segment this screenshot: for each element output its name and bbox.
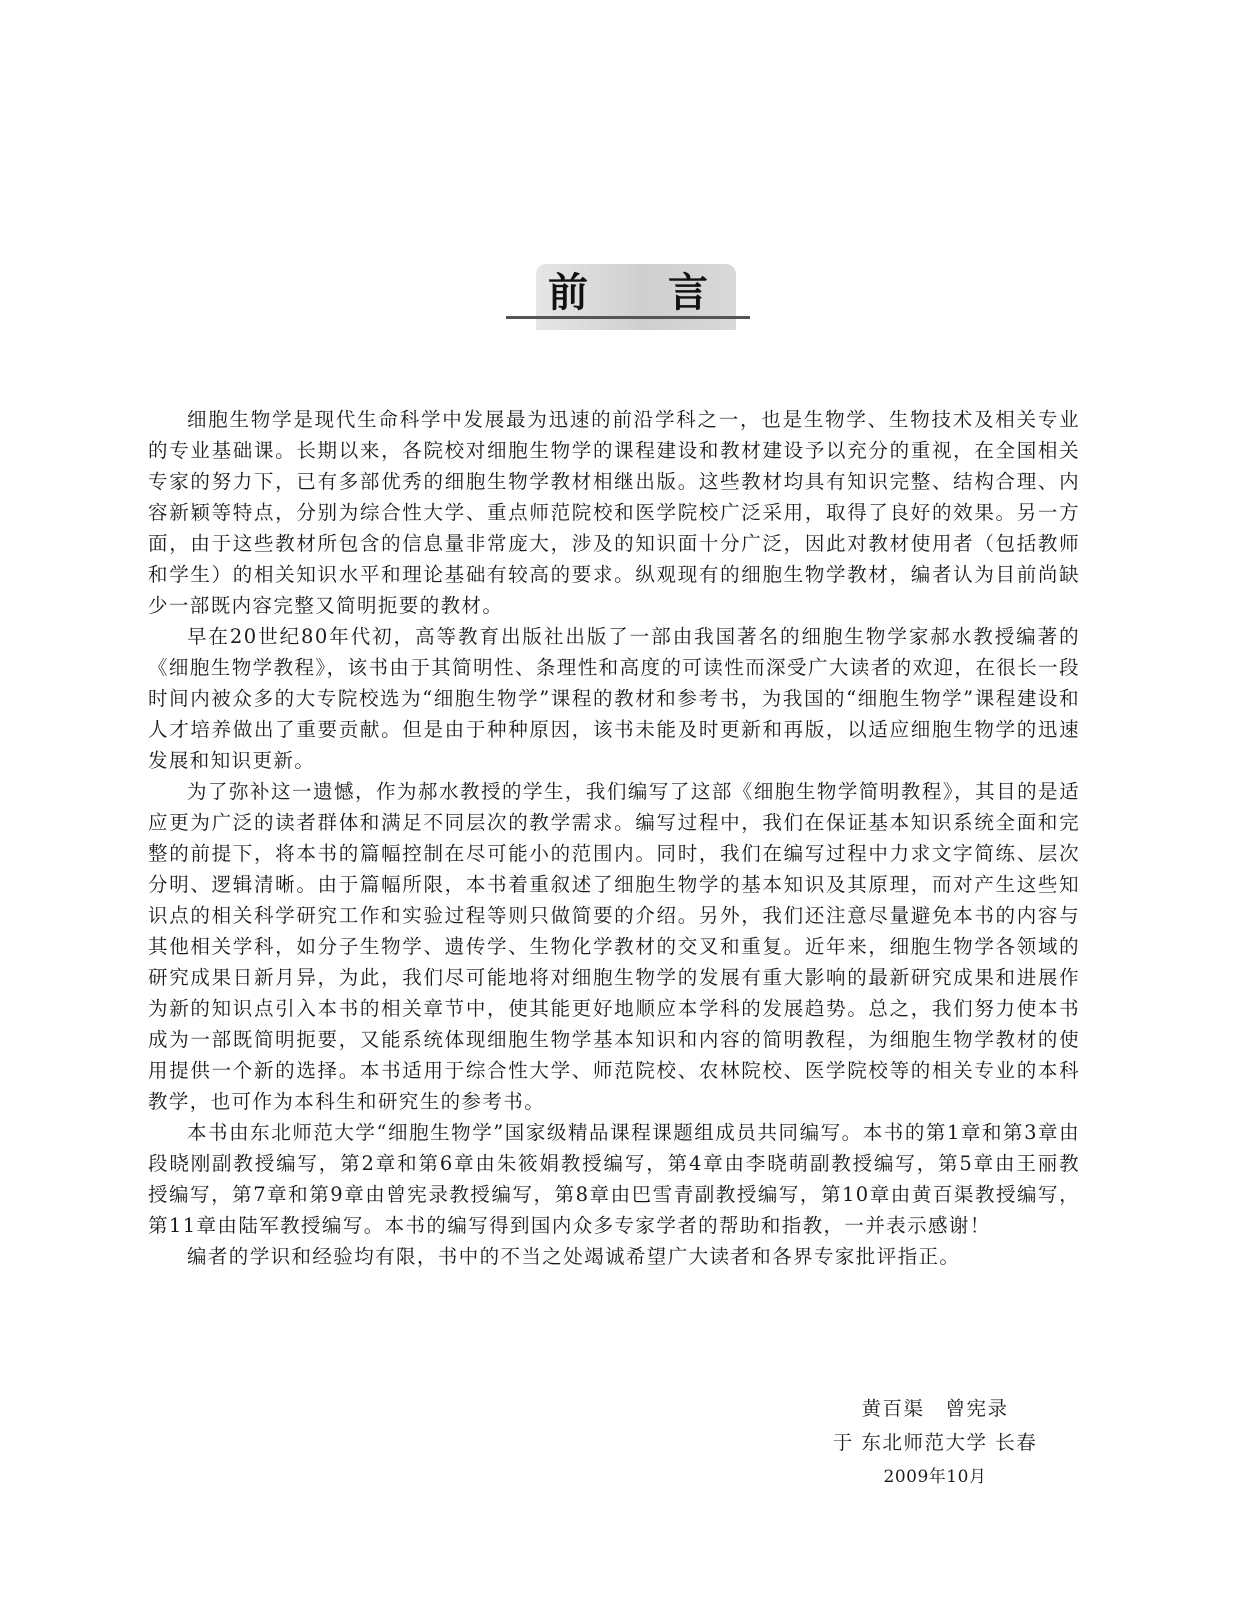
paragraph-2: 早在20世纪80年代初，高等教育出版社出版了一部由我国著名的细胞生物学家郝水教授编著的《细胞生物学教程》，该书由于其简明性、条理性和高度的可读性而深受广大读者的欢迎，在很长一段时间内被众多的大专院校选为“细胞生物学”课程的教材和参考书，为我国的“细胞生物学”课程建设和人才培养做出了重要贡献。但是由于种种原因，该书未能及时更新和再版，以适应细胞生物学的迅速发展和知识更新。	[148, 625, 1080, 772]
paragraph-1: 细胞生物学是现代生命科学中发展最为迅速的前沿学科之一，也是生物学、生物技术及相关专业的专业基础课。长期以来，各院校对细胞生物学的课程建设和教材建设予以充分的重视，在全国相关专家的努力下，已有多部优秀的细胞生物学教材相继出版。这些教材均具有知识完整、结构合理、内容新颖等特点，分别为综合性大学、重点师范院校和医学院校广泛采用，取得了良好的效果。另一方面，由于这些教材所包含的信息量非常庞大，涉及的知识面十分广泛，因此对教材使用者（包括教师和学生）的相关知识水平和理论基础有较高的要求。纵观现有的细胞生物学教材，编者认为目前尚缺少一部既内容完整又简明扼要的教材。	[148, 408, 1080, 617]
paragraph-5: 编者的学识和经验均有限，书中的不当之处竭诚希望广大读者和各界专家批评指正。	[187, 1245, 961, 1268]
signature-authors: 黄百渠 曾宪录	[861, 1397, 1009, 1420]
preface-body	[148, 404, 1080, 1272]
page-title	[516, 268, 740, 318]
title-block	[516, 262, 740, 334]
paragraph-4: 本书由东北师范大学“细胞生物学”国家级精品课程课题组成员共同编写。本书的第1章和第3章由段晓刚副教授编写，第2章和第6章由朱筱娟教授编写，第4章由李晓萌副教授编写，第5章由王丽教授编写，第7章和第9章由曾宪录教授编写，第8章由巴雪青副教授编写，第10章由黄百渠教授编写，第11章由陆军教授编写。本书的编写得到国内众多专家学者的帮助和指教，一并表示感谢！	[148, 1121, 1080, 1237]
page-title-text: 前 言	[548, 270, 708, 316]
title-underline	[506, 316, 750, 319]
signature-location: 于 东北师范大学 长春	[832, 1431, 1038, 1454]
paragraph-3: 为了弥补这一遗憾，作为郝水教授的学生，我们编写了这部《细胞生物学简明教程》，其目的是适应更为广泛的读者群体和满足不同层次的教学需求。编写过程中，我们在保证基本知识系统全面和完整的前提下，将本书的篇幅控制在尽可能小的范围内。同时，我们在编写过程中力求文字简练、层次分明、逻辑清晰。由于篇幅所限，本书着重叙述了细胞生物学的基本知识及其原理，而对产生这些知识点的相关科学研究工作和实验过程等则只做简要的介绍。另外，我们还注意尽量避免本书的内容与其他相关学科，如分子生物学、遗传学、生物化学教材的交叉和重复。近年来，细胞生物学各领域的研究成果日新月异，为此，我们尽可能地将对细胞生物学的发展有重大影响的最新研究成果和进展作为新的知识点引入本书的相关章节中，使其能更好地顺应本学科的发展趋势。总之，我们努力使本书成为一部既简明扼要，又能系统体现细胞生物学基本知识和内容的简明教程，为细胞生物学教材的使用提供一个新的选择。本书适用于综合性大学、师范院校、农林院校、医学院校等的相关专业的本科教学，也可作为本科生和研究生的参考书。	[148, 780, 1080, 1113]
signature-block	[800, 1392, 1070, 1494]
signature-date: 2009年10月	[883, 1467, 987, 1487]
